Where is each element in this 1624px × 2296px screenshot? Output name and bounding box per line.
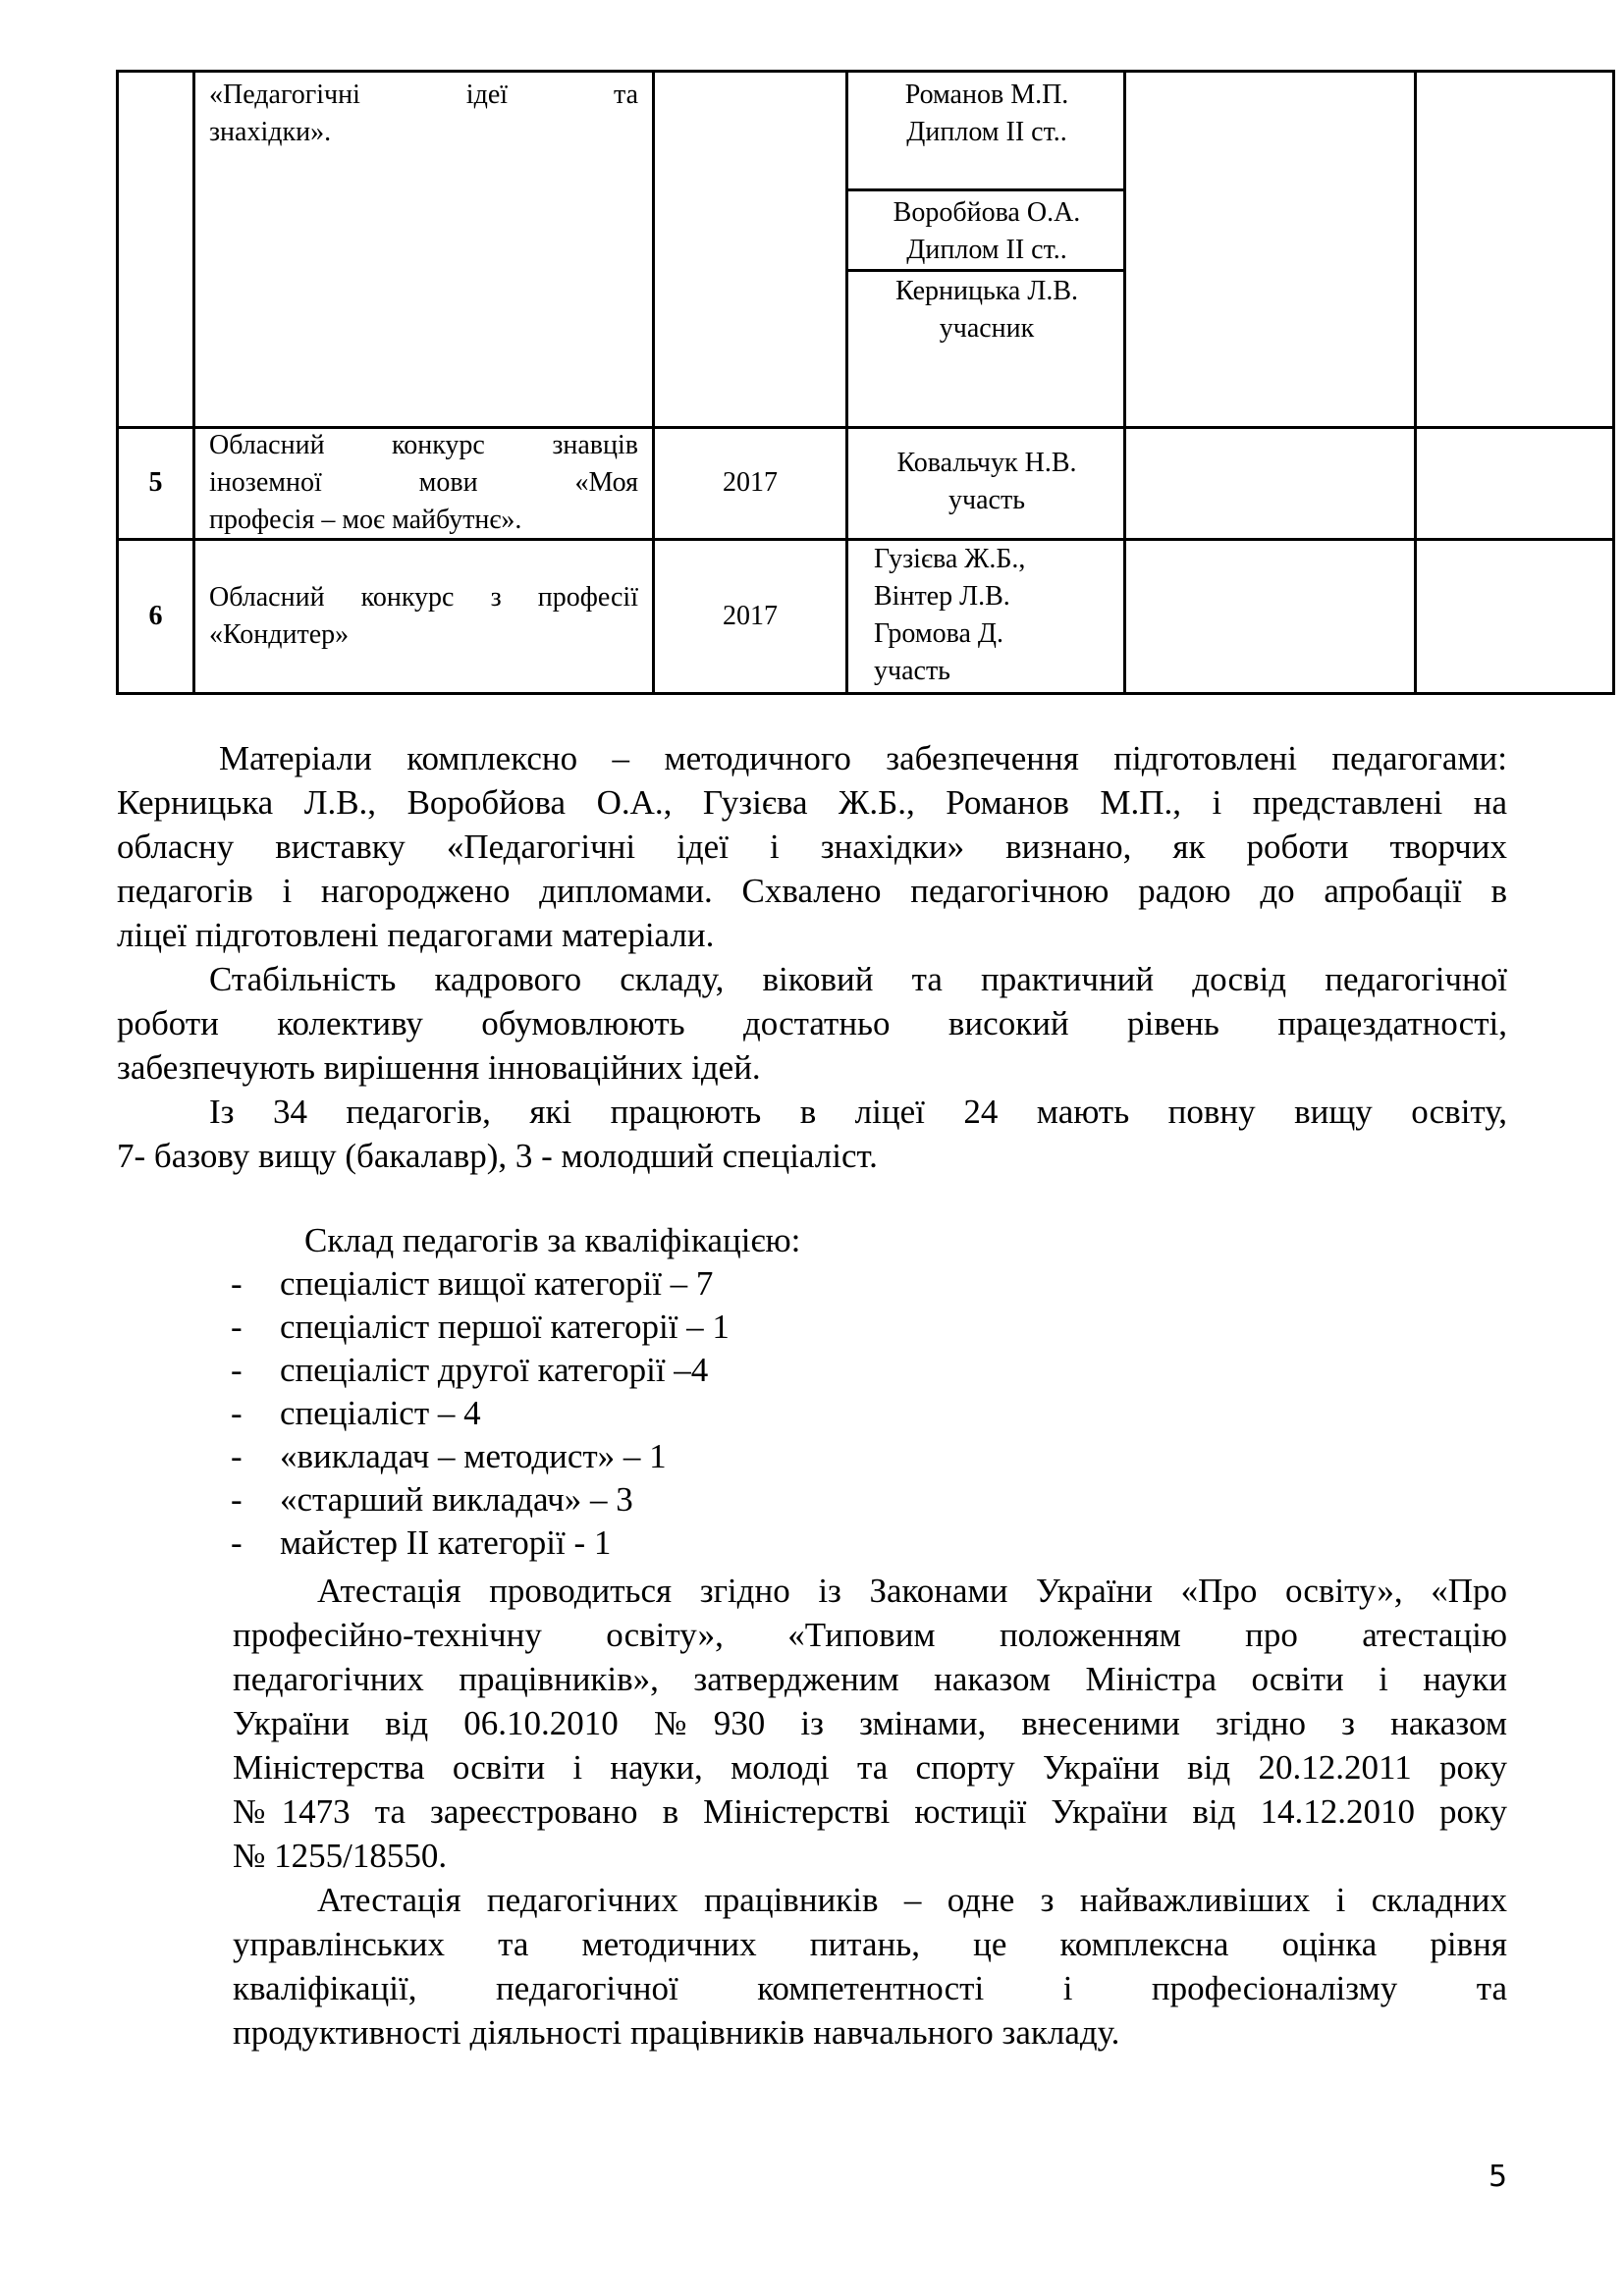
col-divider-3 <box>845 70 848 695</box>
list-item-text: майстер ІІ категорії - 1 <box>280 1523 612 1562</box>
participant-result: учасник <box>939 313 1035 344</box>
list-item-text: «викладач – методист» – 1 <box>280 1437 667 1475</box>
list-item-text: спеціаліст другої категорії –4 <box>280 1351 709 1389</box>
event-year: 2017 <box>723 601 778 631</box>
participant-name: Громова Д. <box>874 618 1003 649</box>
list-item <box>231 1478 1114 1522</box>
participant-result: Диплом ІІ ст.. <box>906 117 1067 147</box>
table-row-event <box>209 427 638 539</box>
text-line: Із 34 педагогів, які працюють в ліцеї 24 мають повну вищу освіту, <box>209 1093 1507 1131</box>
event-line: професія – моє майбутнє». <box>209 505 522 535</box>
list-item <box>231 1435 1114 1478</box>
list-dash: - <box>231 1480 243 1519</box>
text-line: педагогів і нагороджено дипломами. Схвалено педагогічною радою до апробації в <box>117 872 1507 910</box>
col-divider-1 <box>192 70 195 695</box>
participant-name: Вінтер Л.В. <box>874 581 1010 612</box>
table-row-event <box>209 77 638 151</box>
participant-result: Диплом ІІ ст.. <box>906 235 1067 265</box>
participant-cell <box>874 541 1119 690</box>
text-line: України від 06.10.2010 №930 із змінами, внесеними згідно з наказом <box>233 1704 1507 1742</box>
event-line: знахідки». <box>209 117 332 147</box>
list-dash: - <box>231 1437 243 1475</box>
awards-table <box>0 0 1624 707</box>
list-dash: - <box>231 1394 243 1432</box>
qualification-title: Склад педагогів за кваліфікацією: <box>304 1221 801 1259</box>
list-dash: - <box>231 1264 243 1303</box>
col-divider-4 <box>1123 70 1126 695</box>
participant-divider-1 <box>846 188 1126 191</box>
table-border-top <box>116 70 1615 73</box>
list-dash: - <box>231 1308 243 1346</box>
list-item-text: спеціаліст – 4 <box>280 1394 481 1432</box>
list-item <box>231 1522 1114 1565</box>
participant-result: участь <box>874 656 950 686</box>
participant-name: Керницька Л.В. <box>894 276 1079 306</box>
text-line: управлінських та методичних питань, це комплексна оцінка рівня <box>233 1925 1507 1963</box>
text-line: забезпечують вирішення інноваційних ідей. <box>117 1048 761 1087</box>
event-line: «Педагогічні ідеї та <box>209 80 638 110</box>
list-item-text: спеціаліст вищої категорії – 7 <box>280 1264 714 1303</box>
text-line: роботи колективу обумовлюють достатньо високий рівень працездатності, <box>117 1004 1507 1042</box>
text-line: кваліфікації, педагогічної компетентності і професіоналізму та <box>233 1969 1507 2007</box>
list-dash: - <box>231 1351 243 1389</box>
list-item-text: спеціаліст першої категорії – 1 <box>280 1308 730 1346</box>
participant-divider-2 <box>846 269 1126 272</box>
text-line: Міністерства освіти і науки, молоді та спорту України від 20.12.2011 року <box>233 1748 1507 1787</box>
participant-name: Романов М.П. <box>904 80 1069 110</box>
text-line: продуктивності діяльності працівників навчального закладу. <box>233 2013 1120 2052</box>
participant-result: участь <box>948 485 1025 515</box>
participant-name: Ковальчук Н.В. <box>896 448 1077 478</box>
list-item-text: «старший викладач» – 3 <box>280 1480 633 1519</box>
table-border-bottom <box>116 692 1615 695</box>
page-number: 5 <box>1489 2160 1508 2194</box>
participant-cell <box>850 77 1123 151</box>
participant-cell <box>850 194 1123 269</box>
event-line: «Кондитер» <box>209 619 350 650</box>
row-number: 5 <box>148 467 163 498</box>
paragraph-attestation-law <box>233 1569 1507 1878</box>
participant-name: Воробйова О.А. <box>893 197 1081 228</box>
paragraph-materials <box>117 736 1507 957</box>
paragraph-stability <box>117 957 1507 1090</box>
text-line: №1473 та зареєстровано в Міністерстві юстиції України від 14.12.2010 року <box>233 1792 1507 1831</box>
participant-cell <box>850 273 1123 347</box>
list-dash: - <box>231 1523 243 1562</box>
text-line: Матеріали комплексно – методичного забезпечення підготовлені педагогами: <box>219 739 1507 777</box>
text-line: Стабільність кадрового складу, віковий та практичний досвід педагогічної <box>209 960 1507 998</box>
qualification-list <box>231 1262 1114 1565</box>
text-line: Атестація проводиться згідно із Законами України «Про освіту», «Про <box>317 1572 1507 1610</box>
table-row-event <box>209 579 638 654</box>
event-year: 2017 <box>723 467 778 498</box>
text-line: професійно-технічну освіту», «Типовим положенням про атестацію <box>233 1616 1507 1654</box>
participant-name: Гузієва Ж.Б., <box>874 544 1026 574</box>
event-line: Обласний конкурс знавців <box>209 430 638 460</box>
list-item <box>231 1392 1114 1435</box>
event-line: Обласний конкурс з професії <box>209 582 638 613</box>
paragraph-education <box>117 1090 1507 1178</box>
text-line: 7- базову вищу (бакалавр), 3 - молодший спеціаліст. <box>117 1137 878 1175</box>
participant-cell <box>850 445 1123 519</box>
text-line: Атестація педагогічних працівників – одне з найважливіших і складних <box>317 1881 1507 1919</box>
paragraph-attestation-importance <box>233 1878 1507 2055</box>
table-border-right <box>1612 70 1615 695</box>
text-line: № 1255/18550. <box>233 1837 448 1875</box>
text-line: обласну виставку «Педагогічні ідеї і знахідки» визнано, як роботи творчих <box>117 828 1507 866</box>
text-line: ліцеї підготовлені педагогами матеріали. <box>117 916 715 954</box>
text-line: Керницька Л.В., Воробйова О.А., Гузієва Ж.Б., Романов М.П., і представлені на <box>117 783 1507 822</box>
event-line: іноземної мови «Моя <box>209 467 638 498</box>
list-item <box>231 1306 1114 1349</box>
list-item <box>231 1349 1114 1392</box>
list-item <box>231 1262 1114 1306</box>
row-number: 6 <box>148 601 163 631</box>
col-divider-5 <box>1414 70 1417 695</box>
text-line: педагогічних працівників», затвердженим наказом Міністра освіти і науки <box>233 1660 1507 1698</box>
